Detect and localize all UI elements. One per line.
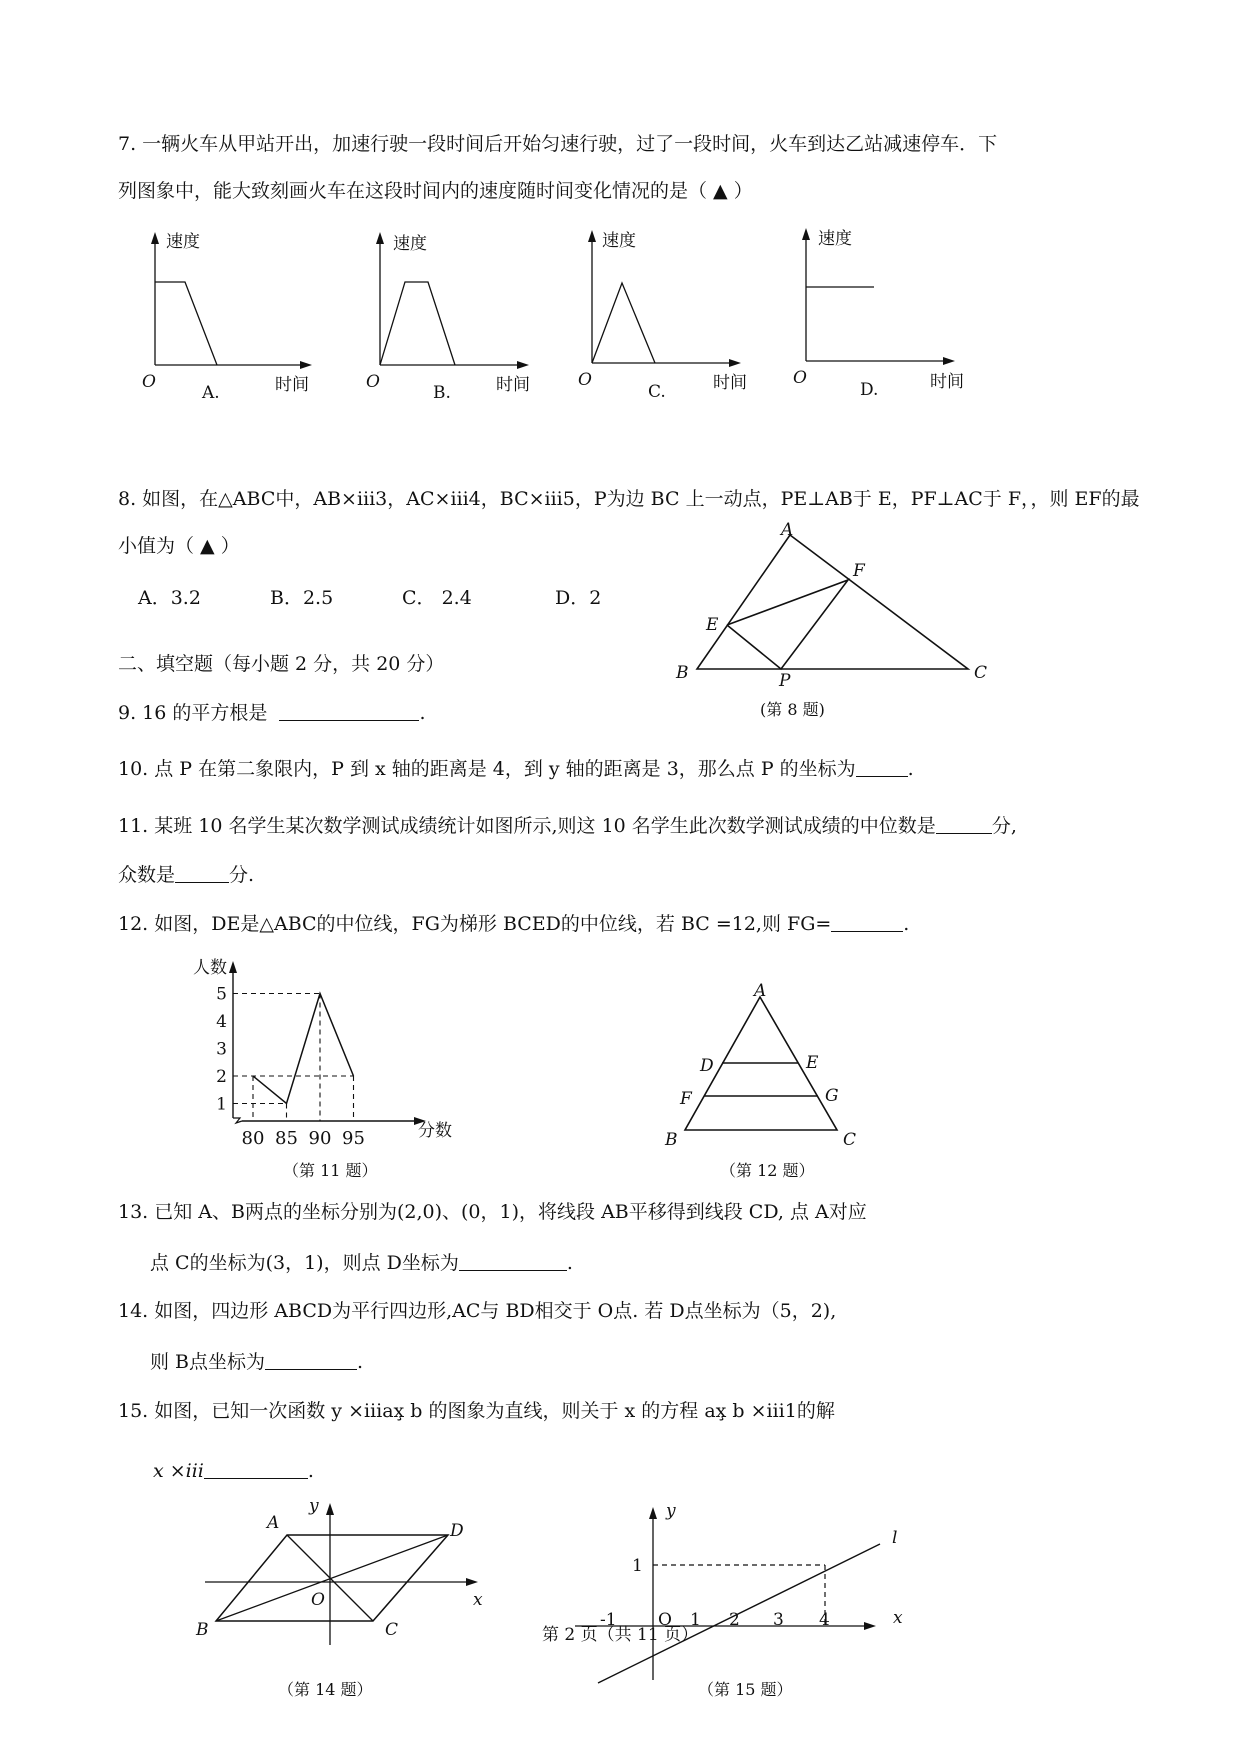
q8-label-b: B: [676, 663, 689, 683]
q15-tick-2: 2: [729, 1610, 740, 1630]
q7-a-xlabel: 时间: [275, 375, 309, 395]
q11-median-blank[interactable]: [936, 815, 992, 834]
q11-line1-end: 分,: [991, 815, 1017, 837]
q11-ytick-4: 4: [216, 1012, 227, 1032]
q9: [118, 702, 425, 723]
q11-axis-break: [233, 1118, 242, 1123]
q8-caption: (第 8 题): [760, 700, 825, 719]
q12-caption: （第 12 题）: [720, 1161, 815, 1180]
q13-end: .: [566, 1252, 573, 1274]
q14-line2: [150, 1351, 363, 1372]
q11-xtick-85: 85: [275, 1128, 298, 1149]
q12-label-d: D: [700, 1056, 714, 1076]
q14-figure: [200, 1495, 490, 1655]
q12-end: .: [903, 913, 910, 935]
q11-line2-start: 众数是: [118, 864, 176, 886]
section-2-heading: 二、填空题（每小题 2 分，共 20 分）: [118, 653, 445, 675]
q14-end: .: [357, 1351, 364, 1373]
q14-answer-blank[interactable]: [265, 1351, 357, 1370]
q8-label-a: A: [781, 520, 794, 540]
q7-d-option: D.: [860, 380, 879, 400]
q7-a-origin: O: [142, 372, 156, 392]
q9-text: 9. 16 的平方根是: [118, 702, 268, 724]
q7-line1: 7. 一辆火车从甲站开出，加速行驶一段时间后开始匀速行驶，过了一段时间，火车到达乙站减速停车．下: [118, 133, 998, 155]
q8-label-f: F: [853, 561, 865, 581]
q11-mode-blank[interactable]: [175, 864, 229, 883]
q15-line2-text: x ×ⅲ: [153, 1460, 204, 1482]
q11-line1: [118, 815, 1017, 836]
q14-label-o: O: [311, 1590, 325, 1610]
q15-tick-neg1: -1: [600, 1610, 617, 1630]
q14-caption: （第 14 题）: [278, 1680, 373, 1699]
q9-end: .: [419, 702, 426, 724]
q12-label-e: E: [806, 1053, 819, 1073]
q8-choice-b: B．2.5: [270, 587, 334, 609]
q12-label-c: C: [843, 1130, 857, 1150]
q7-c-origin: O: [578, 370, 592, 390]
q7-d-xlabel: 时间: [930, 372, 964, 392]
q14-label-c: C: [385, 1620, 399, 1640]
q10-text: 10. 点 P 在第二象限内，P 到 x 轴的距离是 4，到 y 轴的距离是 3，那么点 P 的坐标为: [118, 758, 856, 780]
q12-label-g: G: [825, 1086, 839, 1106]
q11-xtick-90: 90: [308, 1128, 332, 1149]
q12-label-f: F: [680, 1089, 692, 1109]
q10-answer-blank[interactable]: [856, 758, 908, 777]
q7-b-origin: O: [366, 372, 380, 392]
q15-line2: [153, 1460, 314, 1481]
q7-a-ylabel: 速度: [166, 232, 200, 252]
q7-b-option: B.: [433, 383, 451, 403]
q7-a-option: A.: [202, 383, 220, 403]
q9-answer-blank[interactable]: [279, 702, 419, 721]
q14-label-d: D: [450, 1521, 464, 1541]
q15-label-l: l: [892, 1528, 898, 1548]
q8-line2: 小值为（ ▲ ）: [118, 535, 240, 557]
q13-line1: 13. 已知 A、B两点的坐标分别为(2,0)、(0，1)，将线段 AB平移得到线段 CD, 点 A对应: [118, 1201, 867, 1223]
q15-tick-3: 3: [773, 1610, 784, 1630]
q7-line2: 列图象中，能大致刻画火车在这段时间内的速度随时间变化情况的是（ ▲ ）: [118, 180, 753, 202]
q15-line1: 15. 如图，已知一次函数 y ×ⅲax̧ b 的图象为直线，则关于 x 的方程 ax̧ b ×ⅲ1的解: [118, 1400, 835, 1422]
q11-series-line: [253, 994, 354, 1104]
q7-d-ylabel: 速度: [818, 229, 852, 249]
q15-end: .: [307, 1460, 314, 1482]
q8-line1: 8. 如图，在△ABC中，AB×ⅲ3，AC×ⅲ4，BC×ⅲ5，P为边 BC 上一动点，PE⊥AB于 E，PF⊥AC于 F，，则 EF的最: [118, 488, 1140, 510]
q13-line2: [150, 1252, 573, 1273]
q13-answer-blank[interactable]: [459, 1252, 567, 1271]
q12: [118, 913, 909, 934]
q8-choice-a: A．3.2: [138, 587, 201, 609]
q15-answer-blank[interactable]: [204, 1460, 308, 1479]
q8-label-e: E: [706, 615, 719, 635]
q14-line1: 14. 如图，四边形 ABCD为平行四边形,AC与 BD相交于 O点. 若 D点坐标为（5，2),: [118, 1300, 837, 1322]
q8-figure: [680, 520, 1000, 690]
q8-label-p: P: [779, 671, 791, 691]
q10-end: .: [907, 758, 914, 780]
q15-label-y: y: [666, 1501, 676, 1521]
q11-line2-end: 分.: [229, 864, 255, 886]
q11-ytick-2: 2: [216, 1067, 227, 1087]
q15-caption: （第 15 题）: [698, 1680, 793, 1699]
q11-text: 11. 某班 10 名学生某次数学测试成绩统计如图所示,则这 10 名学生此次数学测试成绩的中位数是: [118, 815, 936, 837]
q12-answer-blank[interactable]: [831, 913, 903, 932]
q11-xtick-80: 80: [241, 1128, 265, 1149]
q11-caption: （第 11 题）: [283, 1161, 378, 1180]
q7-c-option: C.: [648, 382, 666, 402]
q15-label-1y: 1: [632, 1556, 643, 1576]
q10: [118, 758, 914, 779]
q7-c-xlabel: 时间: [713, 373, 747, 393]
q14-label-y: y: [309, 1496, 319, 1516]
q12-label-b: B: [665, 1130, 678, 1150]
q8-choice-d: D．2: [555, 587, 602, 609]
q14-label-x: x: [473, 1590, 483, 1610]
q15-label-x: x: [893, 1608, 903, 1628]
q15-label-o: O: [658, 1610, 672, 1630]
q11-xlabel: 分数: [418, 1121, 452, 1141]
q14-line2-text: 则 B点坐标为: [150, 1351, 266, 1373]
q12-label-a: A: [754, 981, 767, 1001]
q7-c-ylabel: 速度: [602, 231, 636, 251]
q11-ytick-1: 1: [216, 1094, 227, 1115]
q11-y-axis-arrow: [229, 961, 237, 973]
q11-ytick-5: 5: [216, 984, 227, 1005]
q11-line2: [118, 864, 254, 885]
q7-b-ylabel: 速度: [393, 234, 427, 254]
q11-ylabel: 人数: [193, 958, 227, 978]
q14-label-b: B: [196, 1620, 209, 1640]
q11-xtick-95: 95: [342, 1128, 365, 1149]
q8-choice-c: C． 2.4: [402, 587, 472, 609]
q15-tick-1: 1: [690, 1610, 701, 1630]
q7-d-origin: O: [793, 368, 807, 388]
q8-label-c: C: [974, 663, 988, 683]
q12-text: 12. 如图，DE是△ABC的中位线，FG为梯形 BCED的中位线，若 BC =12,则 FG=: [118, 913, 832, 935]
q15-tick-4: 4: [819, 1610, 830, 1630]
page-footer: 第 2 页（共 11 页）: [542, 1625, 699, 1645]
q7-b-xlabel: 时间: [496, 375, 530, 395]
q14-label-a: A: [267, 1513, 280, 1533]
q11-ytick-3: 3: [216, 1039, 227, 1060]
q13-line2-text: 点 C的坐标为(3，1)，则点 D坐标为: [150, 1252, 459, 1274]
q15-figure: [570, 1500, 910, 1690]
